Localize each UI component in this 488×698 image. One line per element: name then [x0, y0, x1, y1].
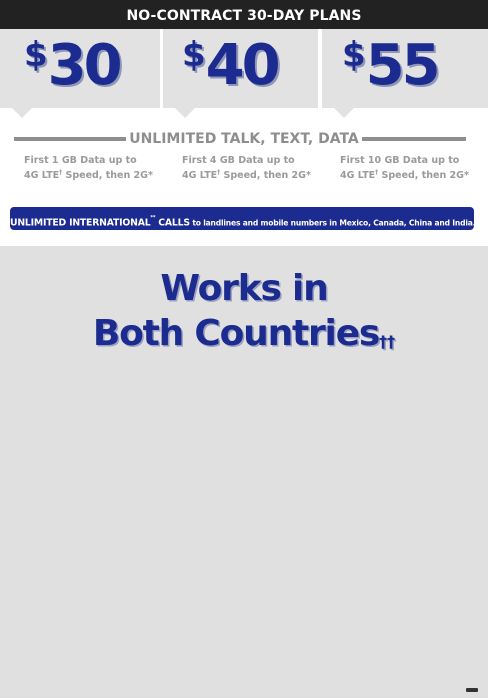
plan-55-card[interactable]: [322, 29, 488, 108]
plan-pointer: [12, 108, 32, 118]
plan-pointer: [175, 108, 195, 118]
headline-line-2: Both Countries††: [92, 313, 396, 354]
plan-price: [24, 33, 120, 98]
header-bar: [0, 0, 488, 29]
corner-logo-icon: [466, 688, 478, 692]
plan-40-description: First 4 GB Data up to 4G LTE† Speed, then 2G*: [182, 155, 311, 182]
currency-symbol: $: [182, 35, 206, 75]
headline-footnote-mark: ††: [379, 332, 396, 351]
price-amount: 30: [47, 33, 120, 98]
international-calls-banner[interactable]: UNLIMITED INTERNATIONAL** CALLS to landlines and mobile numbers in Mexico, Canada, China and India.: [10, 207, 474, 230]
header-title: NO-CONTRACT 30-DAY PLANS: [126, 8, 362, 24]
price-amount: 40: [205, 33, 278, 98]
headline: [0, 266, 488, 356]
plan-pointer: [334, 108, 354, 118]
plan-40-card[interactable]: [163, 29, 318, 108]
plan-55-description: First 10 GB Data up to 4G LTE† Speed, then 2G*: [340, 155, 469, 182]
plan-price: [182, 33, 278, 98]
plan-30-description: First 1 GB Data up to 4G LTE† Speed, then 2G*: [24, 155, 153, 182]
currency-symbol: $: [24, 35, 48, 75]
plan-price: [342, 33, 438, 98]
headline-line-1: Works in: [160, 268, 328, 309]
unlimited-label: UNLIMITED TALK, TEXT, DATA: [0, 130, 488, 148]
currency-symbol: $: [342, 35, 366, 75]
price-amount: 55: [365, 33, 438, 98]
plan-30-card[interactable]: [0, 29, 160, 108]
